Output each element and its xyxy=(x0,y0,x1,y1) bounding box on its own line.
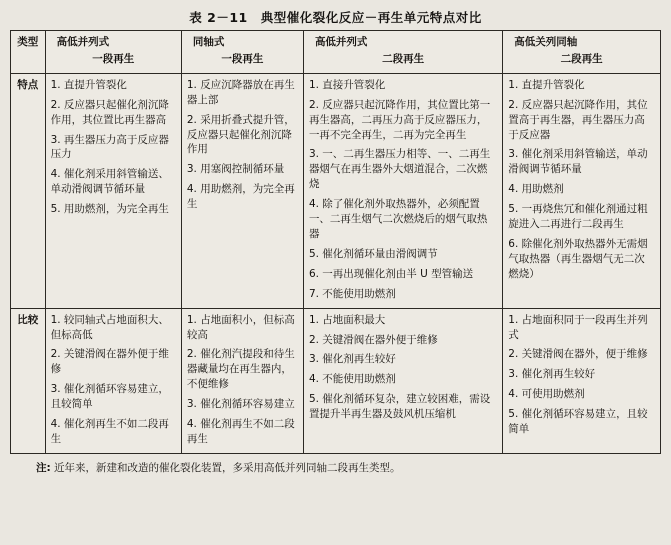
list-item: 4. 催化剂再生不如二段再生 xyxy=(50,418,169,445)
column-header-2-line2: 一段再生 xyxy=(221,52,264,65)
item-list xyxy=(187,78,298,212)
column-header-1-line2: 一段再生 xyxy=(92,52,135,65)
column-header-3-line1: 高低并列式 xyxy=(314,36,368,48)
cell-comparison-col2 xyxy=(181,308,303,453)
list-item: 2. 催化剂汽提段和待生器藏量均在再生器内，不便维修 xyxy=(186,348,295,391)
list-item: 6. 除催化剂外取热器外无需烟气取热器（再生器烟气无二次燃烧） xyxy=(508,237,648,280)
item-list xyxy=(309,313,497,422)
cell-features-col4 xyxy=(503,73,661,308)
list-item: 5. 用助燃剂，为完全再生 xyxy=(50,203,169,216)
row-label-comparison: 比较 xyxy=(11,308,46,453)
list-item: 3. 用塞阀控制循环量 xyxy=(186,163,285,176)
list-item: 1. 占地面积小，但标高较高 xyxy=(186,313,295,341)
table-row xyxy=(11,308,661,453)
list-item: 3. 再生器压力高于反应器压力 xyxy=(50,133,169,161)
list-item: 2. 关键滑阀在器外，便于维修 xyxy=(508,348,648,361)
list-item: 3. 催化剂循环容易建立，且较简单 xyxy=(50,383,169,411)
list-item: 4. 除了催化剂外取热器外，必须配置一、二再生烟气二次燃烧后的烟气取热器 xyxy=(308,198,488,240)
cell-comparison-col4 xyxy=(503,308,661,453)
list-item: 5. 催化剂循环复杂，建立较困难，需设置提升半再生器及鼓风机压缩机 xyxy=(308,393,491,421)
cell-features-col1 xyxy=(45,73,181,308)
item-list xyxy=(508,78,655,282)
page-title: 表 2－11 典型催化裂化反应－再生单元特点对比 xyxy=(189,10,482,25)
list-item: 2. 反应器只起催化剂沉降作用，其位置比再生器高 xyxy=(50,98,169,126)
list-item: 4. 用助燃剂，为完全再生 xyxy=(186,183,295,211)
footnote xyxy=(10,454,661,475)
row-label-features: 特点 xyxy=(11,73,46,308)
list-item: 4. 催化剂再生不如二段再生 xyxy=(186,418,295,445)
list-item: 1. 反应沉降器放在再生器上部 xyxy=(186,78,295,106)
list-item: 3. 催化剂循环容易建立 xyxy=(186,398,295,411)
item-list xyxy=(187,313,298,447)
cell-features-col3 xyxy=(303,73,502,308)
column-header-2 xyxy=(181,31,303,74)
column-header-1 xyxy=(45,31,181,74)
list-item: 5. 催化剂循环量由滑阀调节 xyxy=(308,247,438,260)
comparison-table xyxy=(10,30,661,454)
item-list xyxy=(508,313,655,437)
table-row xyxy=(11,73,661,308)
item-list xyxy=(51,78,176,217)
list-item: 2. 关键滑阀在器外便于维修 xyxy=(50,348,169,376)
list-item: 4. 催化剂采用斜管输送、单动滑阀调节循环量 xyxy=(50,168,169,196)
list-item: 3. 一、二再生器压力相等、一、二再生器烟气在再生器外大烟道混合，二次燃烧 xyxy=(308,148,491,191)
list-item: 7. 不能使用助燃剂 xyxy=(308,287,396,300)
column-header-4-line2: 二段再生 xyxy=(560,52,603,65)
list-item: 5. 一再烧焦冗和催化剂通过粗旋进入二再进行二段再生 xyxy=(508,203,648,231)
column-header-3 xyxy=(303,31,502,74)
list-item: 1. 较同轴式占地面积大、但标高低 xyxy=(50,313,169,341)
list-item: 1. 直提升管裂化 xyxy=(50,78,127,91)
list-item: 2. 采用折叠式提升管，反应器只起催化剂沉降作用 xyxy=(186,113,295,156)
list-item: 2. 关键滑阀在器外便于维修 xyxy=(308,333,438,346)
cell-comparison-col3 xyxy=(303,308,502,453)
list-item: 1. 占地面积最大 xyxy=(308,313,386,326)
cell-comparison-col1 xyxy=(45,308,181,453)
footnote-text: 近年来，新建和改造的催化裂化装置，多采用高低并列同轴二段再生类型。 xyxy=(54,461,401,474)
list-item: 2. 反应器只起沉降作用，其位置高于再生器，再生器压力高于反应器 xyxy=(508,98,648,141)
cell-features-col2 xyxy=(181,73,303,308)
table-header-row xyxy=(11,31,661,74)
footnote-label: 注: xyxy=(36,461,51,474)
item-list xyxy=(51,313,176,447)
header-type-label: 类型 xyxy=(11,31,46,74)
list-item: 4. 不能使用助燃剂 xyxy=(308,373,396,386)
list-item: 5. 催化剂循环容易建立，且较简单 xyxy=(508,408,648,436)
list-item: 1. 直提升管裂化 xyxy=(508,78,585,91)
list-item: 1. 直接升管裂化 xyxy=(308,78,386,91)
list-item: 3. 催化剂再生较好 xyxy=(508,368,596,381)
list-item: 2. 反应器只起沉降作用，其位置比第一再生器高，二再压力高于反应器压力，一再不完全再生，二再为完全再生 xyxy=(308,98,491,141)
item-list xyxy=(309,78,497,302)
list-item: 3. 催化剂再生较好 xyxy=(308,353,396,366)
column-header-2-line1: 同轴式 xyxy=(192,36,225,48)
list-item: 1. 占地面积同于一段再生并列式 xyxy=(508,313,648,341)
column-header-4-line1: 高低关列同轴 xyxy=(514,36,578,48)
column-header-4 xyxy=(503,31,661,74)
list-item: 4. 可使用助燃剂 xyxy=(508,388,585,401)
column-header-1-line1: 高低并列式 xyxy=(56,36,110,48)
list-item: 6. 一再出现催化剂由半 U 型管输送 xyxy=(308,267,474,280)
list-item: 3. 催化剂采用斜管输送，单动滑阀调节循环量 xyxy=(508,148,648,176)
list-item: 4. 用助燃剂 xyxy=(508,183,564,196)
column-header-3-line2: 二段再生 xyxy=(382,52,425,65)
